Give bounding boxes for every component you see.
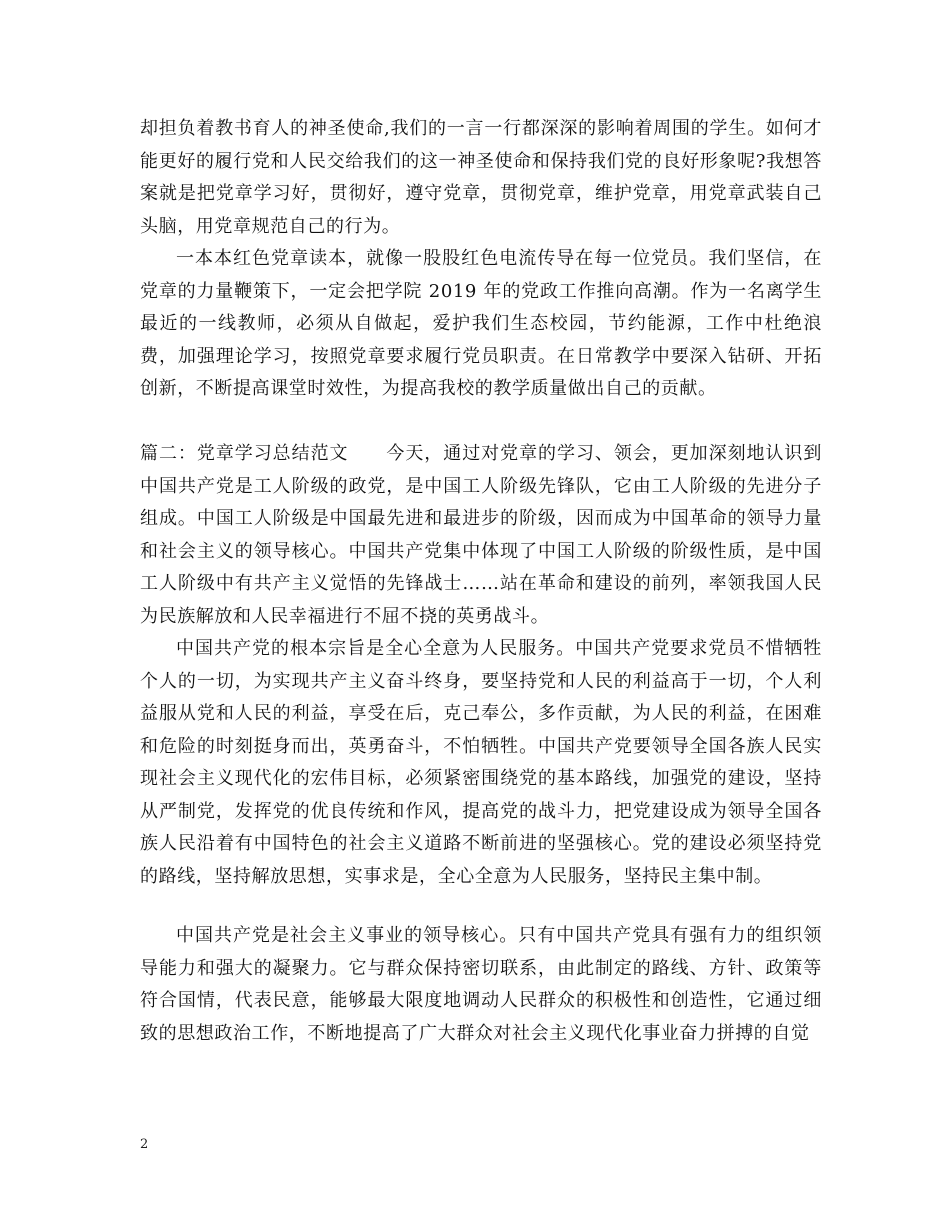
body-paragraph: 却担负着教书育人的神圣使命,我们的一言一行都深深的影响着周围的学生。如何才能更好的履行党和人民交给我们的这一神圣使命和保持我们党的良好形象呢?我想答案就是把党章学习好，贯彻好，遵守党章，贯彻党章，维护党章，用党章武装自己头脑，用党章规范自己的行为。 [140,118,822,237]
body-paragraph: 一本本红色党章读本，就像一股股红色电流传导在每一位党员。我们坚信，在党章的力量鞭策下，一定会把学院 2019 年的党政工作推向高潮。作为一名离学生最近的一线教师，必须从自做起，爱护我们生态校园，节约能源，工作中杜绝浪费，加强理论学习，按照党章要求履行党员职责。在日常教学中要深入钻研、开拓创新，不断提高课堂时效性，为提高我校的教学质量做出自己的贡献。 [140,248,822,399]
body-paragraph: 中国共产党是社会主义事业的领导核心。只有中国共产党具有强有力的组织领导能力和强大的凝聚力。它与群众保持密切联系，由此制定的路线、方针、政策等符合国情，代表民意，能够最大限度地调动人民群众的积极性和创造性，它通过细致的思想政治工作，不断地提高了广大群众对社会主义现代化事业奋力拼搏的自觉 [140,925,822,1044]
page-number: 2 [140,1137,149,1152]
body-paragraph: 中国共产党的根本宗旨是全心全意为人民服务。中国共产党要求党员不惜牺牲个人的一切，为实现共产主义奋斗终身，要坚持党和人民的利益高于一切，个人利益服从党和人民的利益，享受在后，克己奉公，多作贡献，为人民的利益，在困难和危险的时刻挺身而出，英勇奋斗，不怕牺牲。中国共产党要领导全国各族人民实现社会主义现代化的宏伟目标，必须紧密围绕党的基本路线，加强党的建设，坚持从严制党，发挥党的优良传统和作风，提高党的战斗力，把党建设成为领导全国各族人民沿着有中国特色的社会主义道路不断前进的坚强核心。党的建设必须坚持党的路线，坚持解放思想，实事求是，全心全意为人民服务，坚持民主集中制。 [140,638,822,887]
section-paragraph: 篇二：党章学习总结范文 今天，通过对党章的学习、领会，更加深刻地认识到中国共产党是工人阶级的政党，是中国工人阶级先锋队，它由工人阶级的先进分子组成。中国工人阶级是中国最先进和最进步的阶级，因而成为中国革命的领导力量和社会主义的领导核心。中国共产党集中体现了中国工人阶级的阶级性质，是中国工人阶级中有共产主义觉悟的先锋战士……站在革命和建设的前列，率领我国人民为民族解放和人民幸福进行不屈不挠的英勇战斗。 [140,443,822,627]
